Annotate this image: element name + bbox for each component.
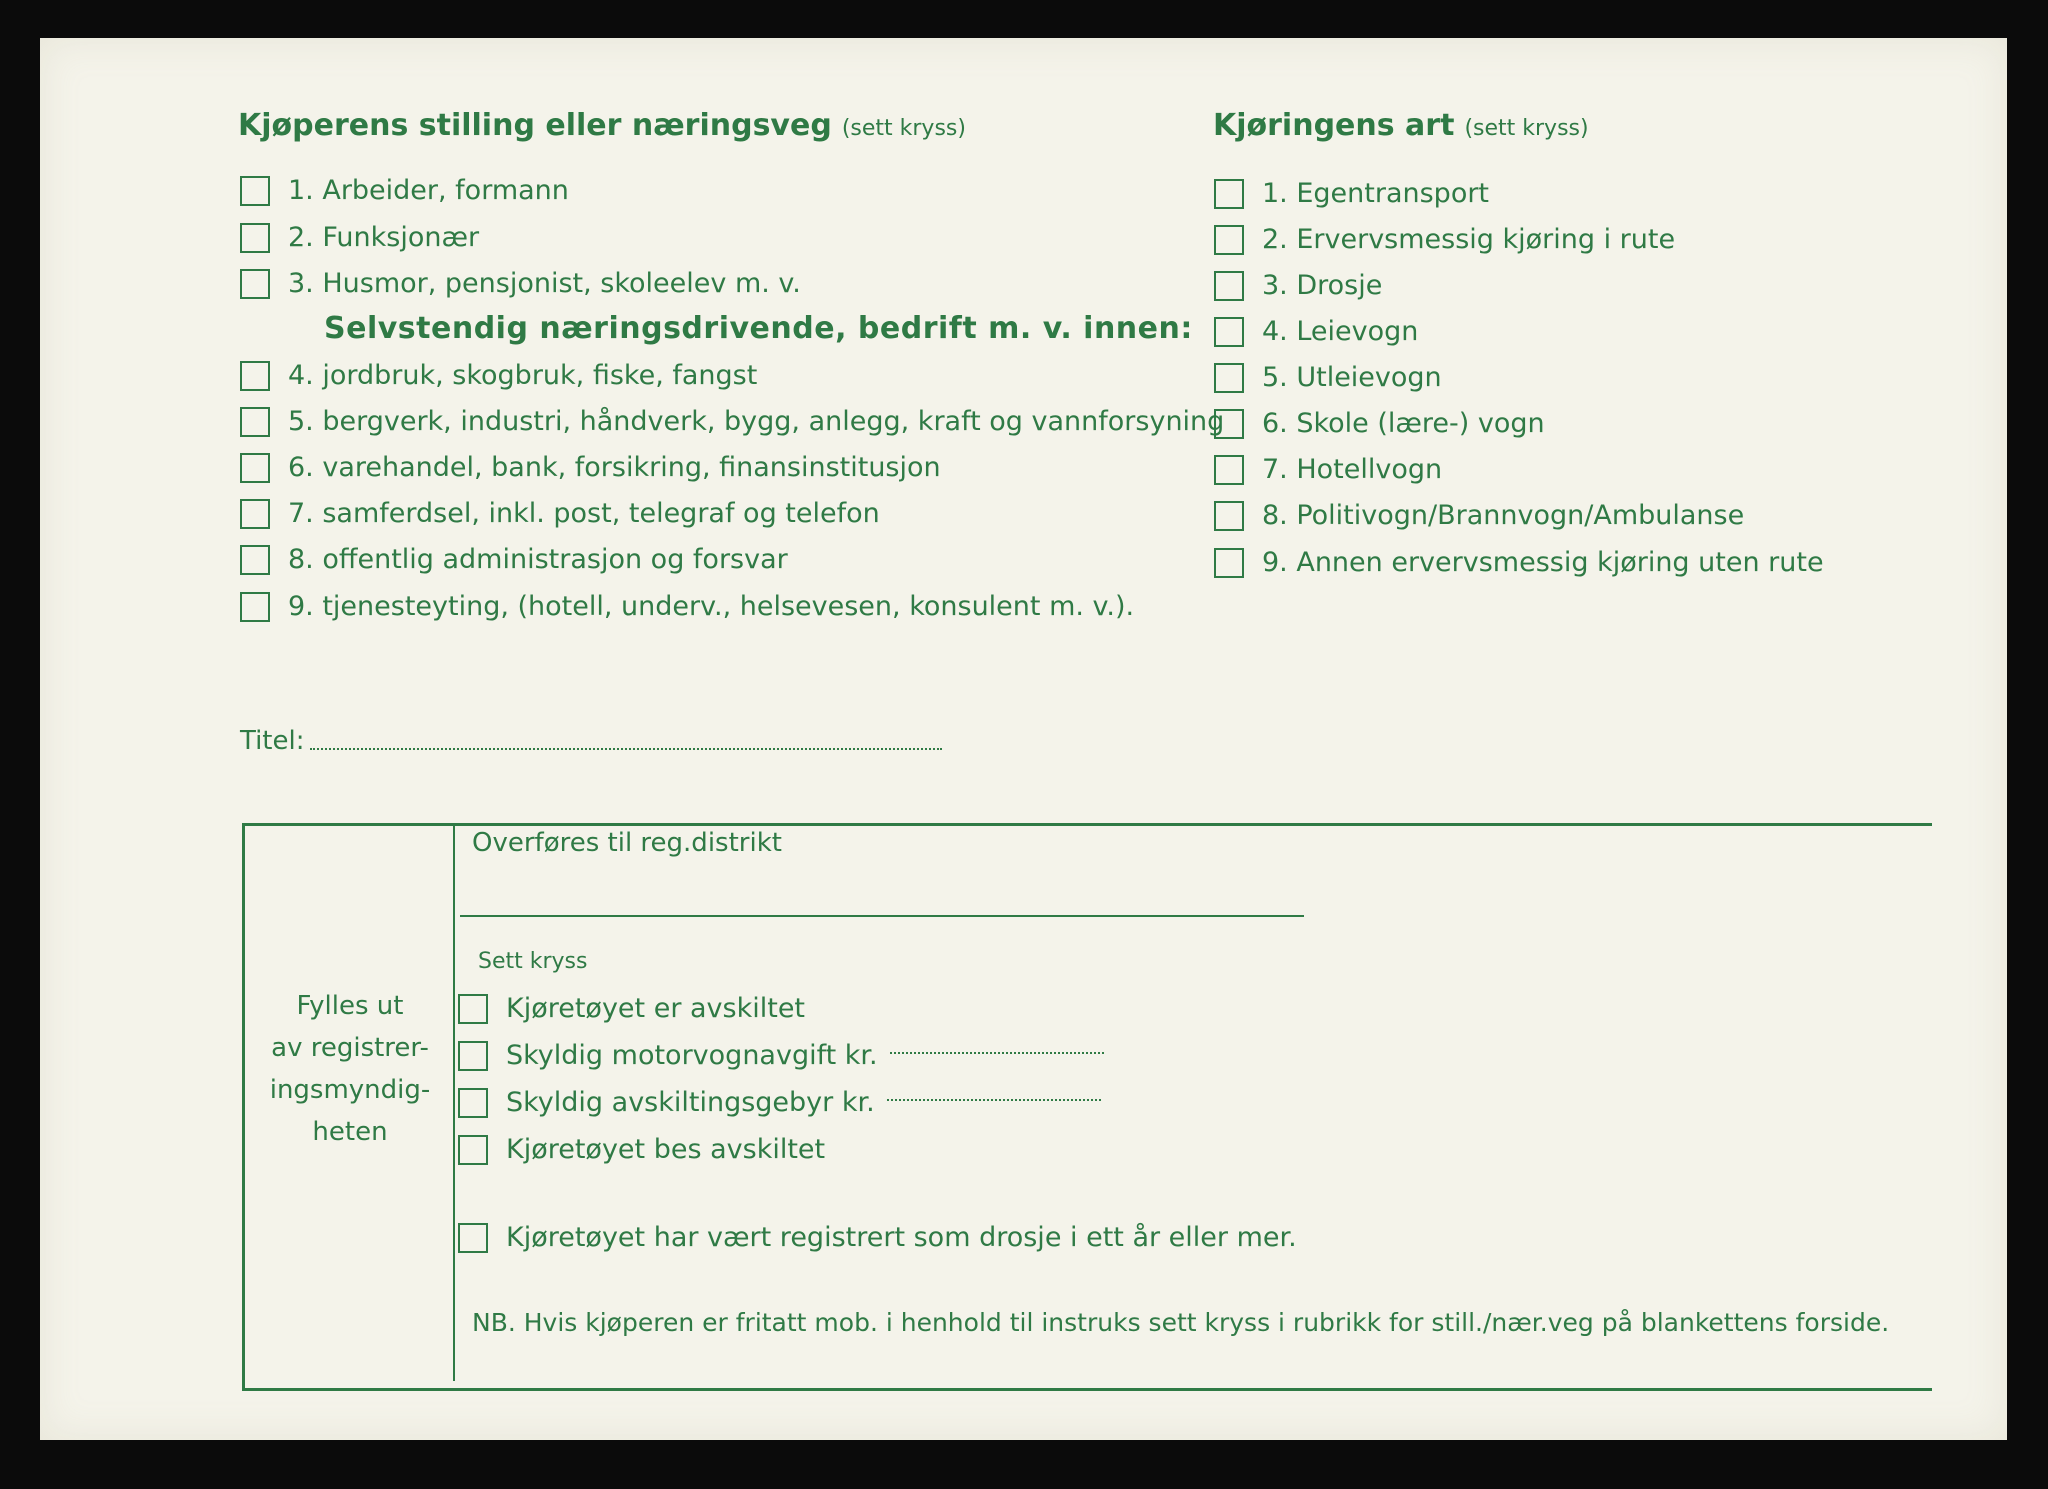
option-label: 5. Utleievogn <box>1262 362 1442 393</box>
checkbox[interactable] <box>458 994 488 1024</box>
occupation-option-3[interactable] <box>240 268 801 299</box>
check-taxi-one-year[interactable] <box>458 1222 1297 1253</box>
checkbox[interactable] <box>1214 271 1244 301</box>
driving-option-6[interactable] <box>1214 408 1545 439</box>
checkbox[interactable] <box>240 176 270 206</box>
option-label: 2. Funksjonær <box>288 222 480 253</box>
checkbox[interactable] <box>1214 179 1244 209</box>
checkbox[interactable] <box>1214 409 1244 439</box>
driving-option-4[interactable] <box>1214 316 1418 347</box>
driving-type-heading <box>1213 108 1589 143</box>
buyer-occupation-note: (sett kryss) <box>841 116 966 141</box>
option-label: 3. Husmor, pensjonist, skoleelev m. v. <box>288 268 801 299</box>
occupation-option-1[interactable] <box>240 175 569 206</box>
occupation-option-8[interactable] <box>240 544 788 575</box>
amount-dotted-line[interactable] <box>887 1099 1101 1101</box>
checkbox[interactable] <box>240 499 270 529</box>
check-deregistered[interactable] <box>458 993 805 1024</box>
checkbox[interactable] <box>240 361 270 391</box>
driving-option-1[interactable] <box>1214 178 1489 209</box>
driving-option-8[interactable] <box>1214 500 1744 531</box>
checkbox[interactable] <box>458 1041 488 1071</box>
occupation-option-4[interactable] <box>240 360 757 391</box>
driving-option-3[interactable] <box>1214 270 1382 301</box>
checkbox[interactable] <box>240 223 270 253</box>
checkbox[interactable] <box>458 1223 488 1253</box>
option-label: 1. Arbeider, formann <box>288 175 569 206</box>
check-label: Kjøretøyet er avskiltet <box>506 993 806 1024</box>
option-label: 7. Hotellvogn <box>1262 454 1443 485</box>
checkbox[interactable] <box>240 545 270 575</box>
side-label-line: Fylles ut <box>296 991 404 1021</box>
title-field[interactable] <box>240 726 942 756</box>
driving-option-7[interactable] <box>1214 454 1442 485</box>
checkbox[interactable] <box>1214 363 1244 393</box>
self-employed-subheading: Selvstendig næringsdrivende, bedrift m. v. innen: <box>324 311 1193 346</box>
occupation-option-6[interactable] <box>240 452 941 483</box>
checkbox[interactable] <box>240 407 270 437</box>
check-vehicle-tax-owed[interactable] <box>458 1040 1104 1071</box>
occupation-option-2[interactable] <box>240 222 479 253</box>
option-label: 4. Leievogn <box>1262 316 1419 347</box>
buyer-occupation-heading <box>238 108 966 143</box>
option-label: 9. tjenesteyting, (hotell, underv., helsevesen, konsulent m. v.). <box>288 591 1135 622</box>
transfer-district-line[interactable] <box>460 915 1304 917</box>
registry-authority-label <box>245 985 455 1153</box>
occupation-option-7[interactable] <box>240 498 880 529</box>
title-label: Titel: <box>240 726 305 756</box>
checkbox[interactable] <box>1214 455 1244 485</box>
occupation-option-9[interactable] <box>240 591 1134 622</box>
title-dotted-line[interactable] <box>310 748 942 750</box>
checkbox[interactable] <box>240 453 270 483</box>
option-label: 3. Drosje <box>1262 270 1383 301</box>
driving-type-note: (sett kryss) <box>1464 116 1589 141</box>
option-label: 6. varehandel, bank, forsikring, finansinstitusjon <box>288 452 941 483</box>
side-label-line: ingsmyndig- <box>269 1075 431 1105</box>
option-label: 1. Egentransport <box>1262 178 1490 209</box>
checkbox[interactable] <box>458 1135 488 1165</box>
driving-option-5[interactable] <box>1214 362 1442 393</box>
checkbox[interactable] <box>458 1088 488 1118</box>
driving-option-2[interactable] <box>1214 224 1675 255</box>
driving-option-9[interactable] <box>1214 547 1824 578</box>
checkbox[interactable] <box>1214 501 1244 531</box>
option-label: 4. jordbruk, skogbruk, fiske, fangst <box>288 360 758 391</box>
check-deregistration-fee-owed[interactable] <box>458 1087 1101 1118</box>
option-label: 2. Ervervsmessig kjøring i rute <box>1262 224 1676 255</box>
amount-dotted-line[interactable] <box>890 1052 1104 1054</box>
buyer-occupation-title: Kjøperens stilling eller næringsveg <box>238 108 832 143</box>
check-label: Kjøretøyet har vært registrert som drosje i ett år eller mer. <box>506 1222 1297 1253</box>
checkbox[interactable] <box>1214 548 1244 578</box>
box-bottom-border <box>242 1388 1932 1391</box>
option-label: 7. samferdsel, inkl. post, telegraf og telefon <box>288 498 880 529</box>
option-label: 5. bergverk, industri, håndverk, bygg, anlegg, kraft og vannforsyning <box>288 406 1225 437</box>
option-label: 8. Politivogn/Brannvogn/Ambulanse <box>1262 500 1745 531</box>
side-label-line: av registrer- <box>271 1033 429 1063</box>
check-label: Kjøretøyet bes avskiltet <box>506 1134 826 1165</box>
option-label: 9. Annen ervervsmessig kjøring uten rute <box>1262 547 1824 578</box>
checkbox[interactable] <box>1214 225 1244 255</box>
check-request-deregistration[interactable] <box>458 1134 825 1165</box>
occupation-option-5[interactable] <box>240 406 1224 437</box>
box-top-border <box>242 823 1932 826</box>
transfer-district-label: Overføres til reg.distrikt <box>472 828 782 858</box>
checkbox[interactable] <box>1214 317 1244 347</box>
check-label: Skyldig avskiltingsgebyr kr. <box>506 1087 875 1118</box>
check-label: Skyldig motorvognavgift kr. <box>506 1040 878 1071</box>
checkbox[interactable] <box>240 592 270 622</box>
nb-note: NB. Hvis kjøperen er fritatt mob. i henhold til instruks sett kryss i rubrikk for still./nær.veg på blankettens forside. <box>472 1308 1890 1337</box>
checkbox[interactable] <box>240 269 270 299</box>
option-label: 6. Skole (lære-) vogn <box>1262 408 1545 439</box>
driving-type-title: Kjøringens art <box>1213 108 1455 143</box>
side-label-line: heten <box>312 1117 388 1147</box>
set-cross-label: Sett kryss <box>478 949 588 974</box>
option-label: 8. offentlig administrasjon og forsvar <box>288 544 788 575</box>
